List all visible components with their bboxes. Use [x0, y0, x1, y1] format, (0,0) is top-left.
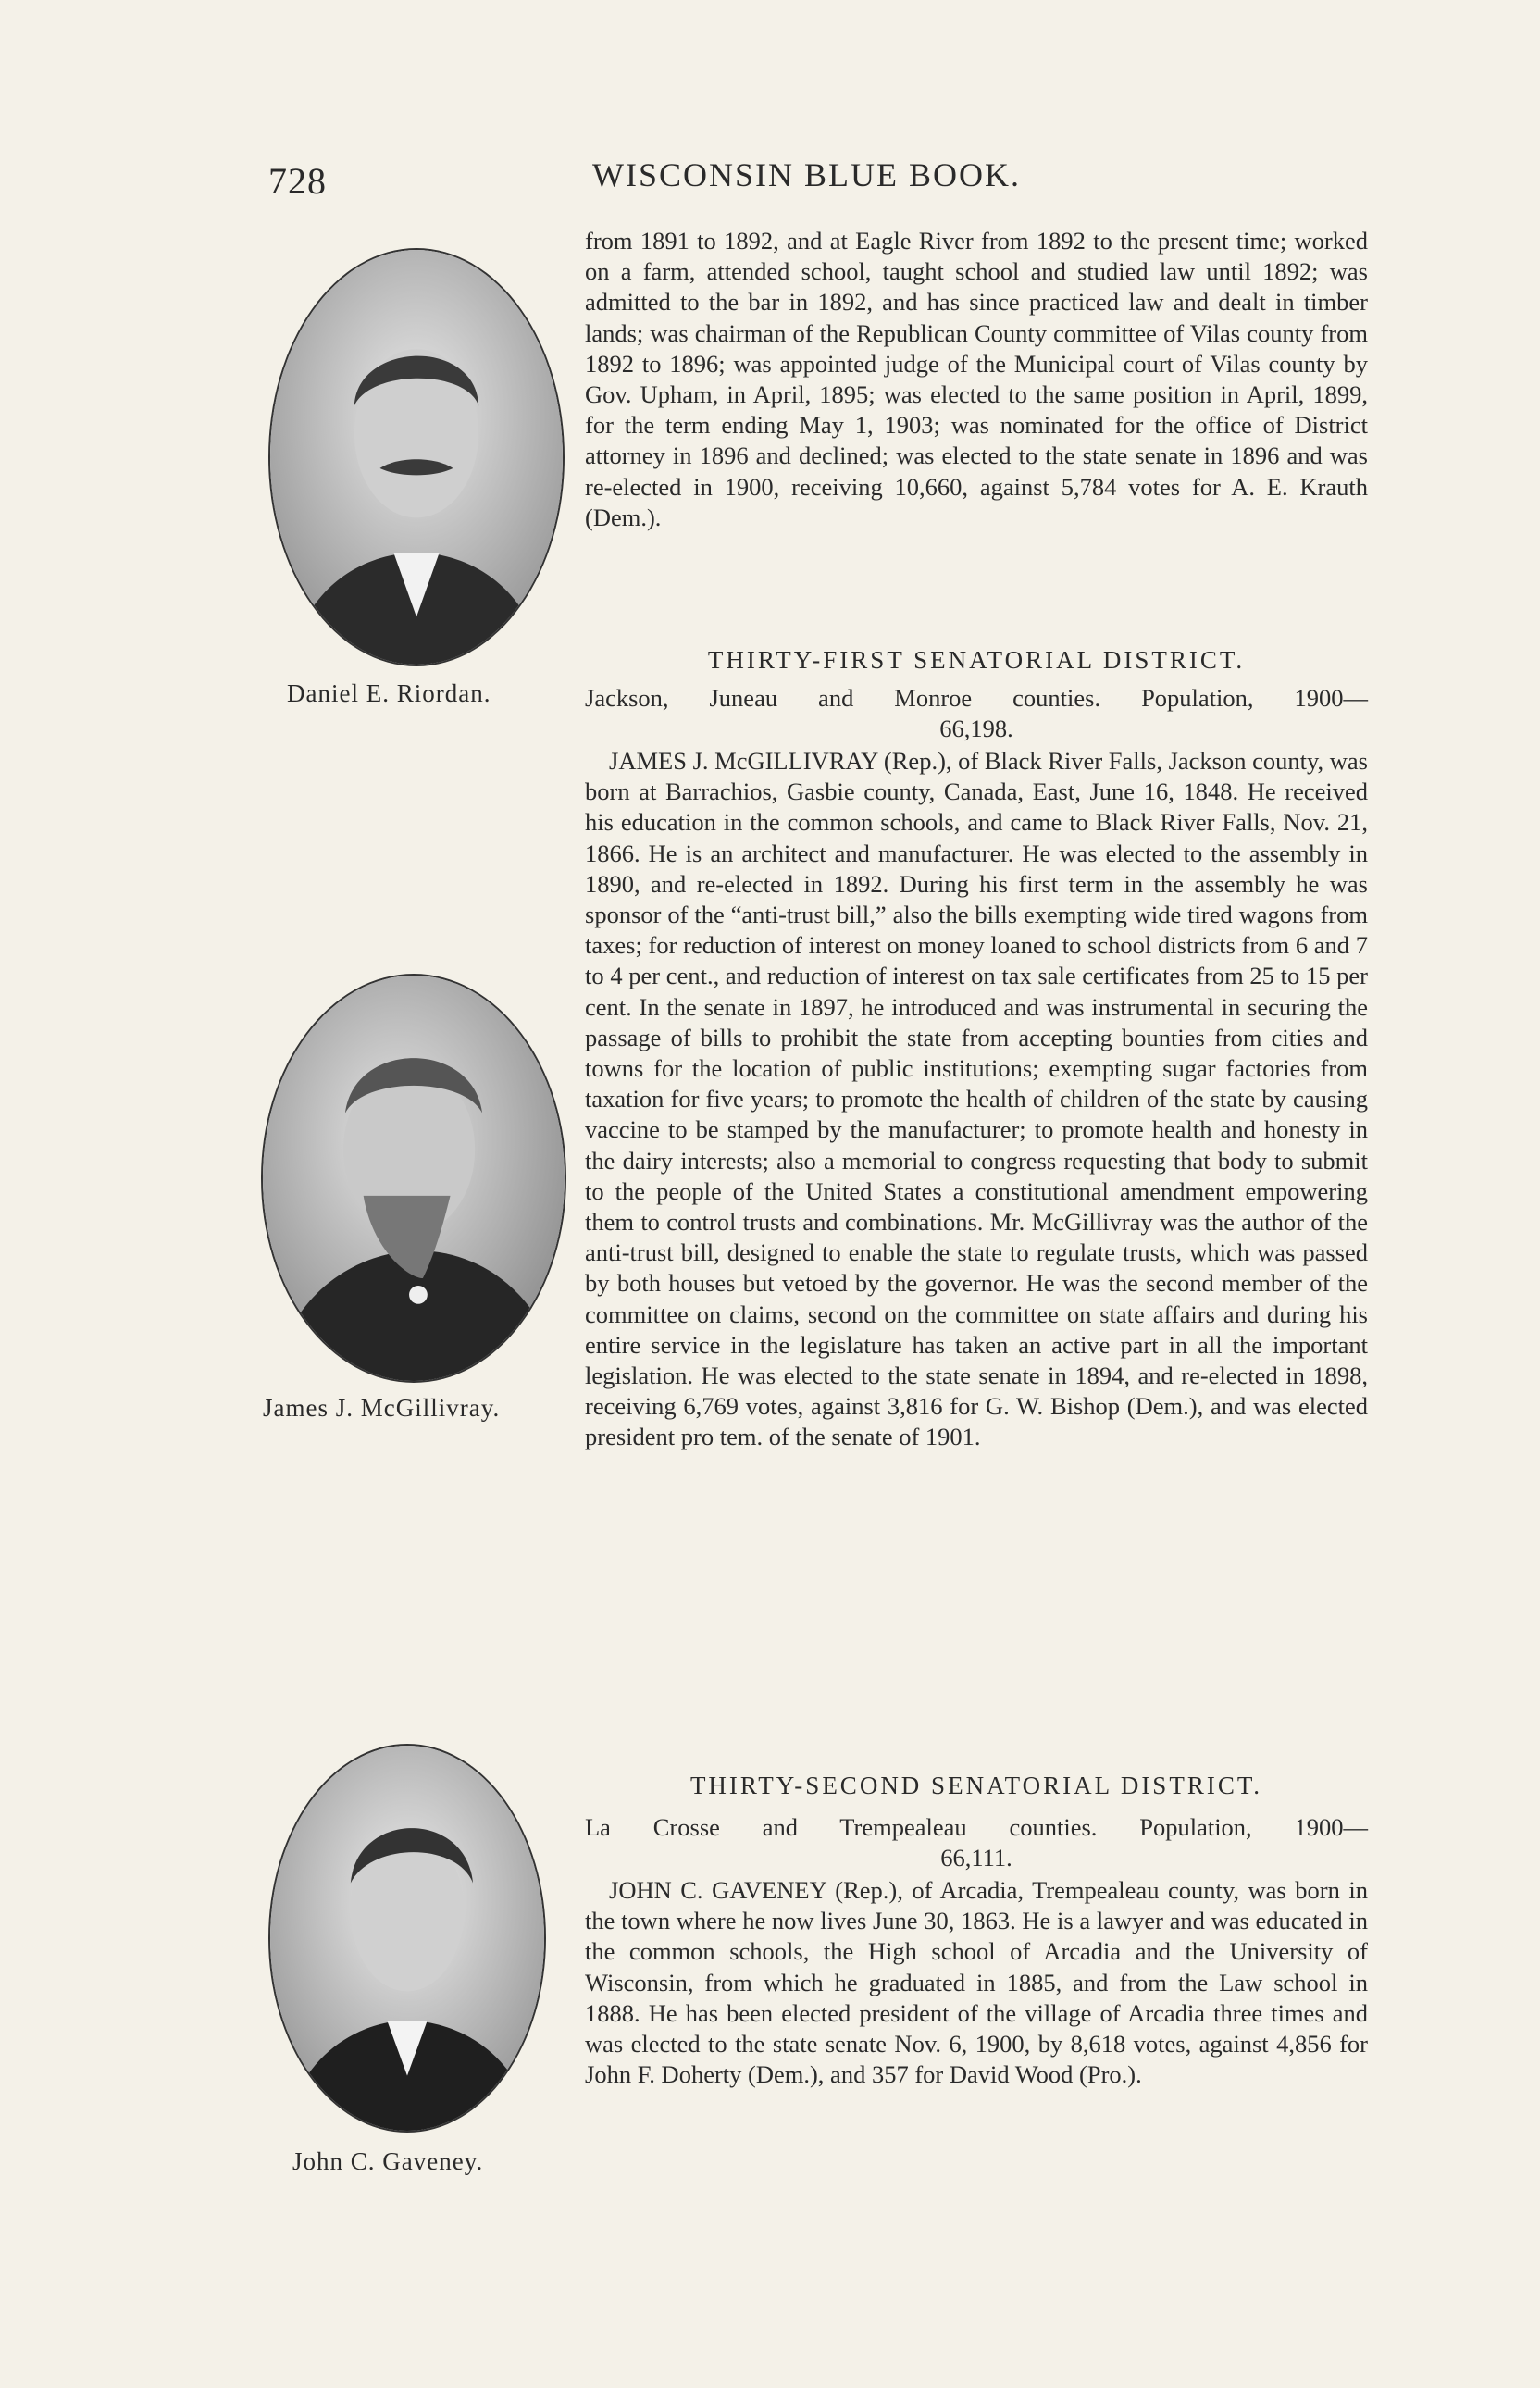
- page-number: 728: [268, 160, 327, 202]
- mcgillivray-paragraph: JAMES J. McGILLIVRAY (Rep.), of Black River Falls, Jackson county, was born at Barrachios, Gasbie county, Canada, East, June 16, 1848. He received his education in the common schools, and came to Black River Falls, Nov. 21, 1866. He is an architect and manufacturer. He was elected to the assembly in 1890, and re-elected in 1892. During his first term in the assembly he was sponsor of the “anti-trust bill,” also the bills exempting wide tired wagons from taxes; for reduction of interest on money loaned to school districts from 6 and 7 to 4 per cent., and reduction of interest on tax sale certificates from 25 to 15 per cent. In the senate in 1897, he introduced and was instrumental in securing the passage of bills to prohibit the state from accepting bounties from cities and towns for the location of public institutions; exempting sugar factories from taxation for five years; to promote the health of children of the state by causing vaccine to be stamped by the manufacturer; to promote health and honesty in the dairy interests; also a memorial to congress requesting that body to submit to the people of the United States a constitutional amendment empowering them to control trusts and combinations. Mr. McGillivray was the author of the anti-trust bill, designed to enable the state to regulate trusts, which was passed by both houses but vetoed by the governor. He was the second member of the committee on claims, second on the committee on state affairs and during his entire service in the legislature has taken an active part in all the important legislation. He was elected to the state senate in 1894, and re-elected in 1898, receiving 6,769 votes, against 3,816 for G. W. Bishop (Dem.), and was elected president pro tem. of the senate of 1901.: [585, 747, 1368, 1451]
- district-31-counties-line: Jackson, Juneau and Monroe counties. Population, 1900—: [585, 684, 1368, 712]
- district-32-population: 66,111.: [940, 1844, 1012, 1872]
- riordan-biography-text: [585, 226, 1368, 533]
- district-32-heading: THIRTY-SECOND SENATORIAL DISTRICT.: [689, 1772, 1263, 1799]
- district-31-counties: [585, 683, 1368, 744]
- district-31-population: 66,198.: [939, 715, 1013, 742]
- gaveney-paragraph: JOHN C. GAVENEY (Rep.), of Arcadia, Trempealeau county, was born in the town where he now lives June 30, 1863. He is a lawyer and was educated in the common schools, the High school of Arcadia and the University of Wisconsin, from which he graduated in 1885, and from the Law school in 1888. He has been elected president of the village of Arcadia three times and was elected to the state senate Nov. 6, 1900, by 8,618 votes, against 4,856 for John F. Doherty (Dem.), and 357 for David Wood (Pro.).: [585, 1876, 1368, 2089]
- riordan-paragraph: from 1891 to 1892, and at Eagle River from 1892 to the present time; worked on a farm, attended school, taught school and studied law until 1892; was admitted to the bar in 1892, and has since practiced law and dealt in timber lands; was chairman of the Republican County committee of Vilas county from 1892 to 1896; was appointed judge of the Municipal court of Vilas county by Gov. Upham, in April, 1895; was elected to the same position in April, 1899, for the term ending May 1, 1903; was nominated for the office of District attorney in 1896 and declined; was elected to the state senate in 1896 and was re-elected in 1900, receiving 10,660, against 5,784 votes for A. E. Krauth (Dem.).: [585, 227, 1368, 531]
- mcgillivray-biography-text: [585, 746, 1368, 1453]
- caption-riordan: Daniel E. Riordan.: [287, 679, 491, 707]
- portrait-photo-icon: [270, 1746, 544, 2131]
- portrait-photo-icon: [263, 976, 565, 1381]
- portrait-photo-icon: [270, 250, 563, 665]
- caption-gaveney: John C. Gaveney.: [292, 2147, 484, 2175]
- portrait-mcgillivray: [261, 974, 566, 1383]
- district-32-counties-line: La Crosse and Trempealeau counties. Population, 1900—: [585, 1813, 1368, 1841]
- caption-mcgillivray: James J. McGillivray.: [263, 1394, 501, 1422]
- running-head: WISCONSIN BLUE BOOK.: [592, 156, 1021, 193]
- district-32-counties: [585, 1812, 1368, 1873]
- portrait-riordan: [268, 248, 565, 666]
- district-31-heading: THIRTY-FIRST SENATORIAL DISTRICT.: [707, 646, 1246, 674]
- portrait-gaveney: [268, 1744, 546, 2133]
- gaveney-biography-text: [585, 1875, 1368, 2090]
